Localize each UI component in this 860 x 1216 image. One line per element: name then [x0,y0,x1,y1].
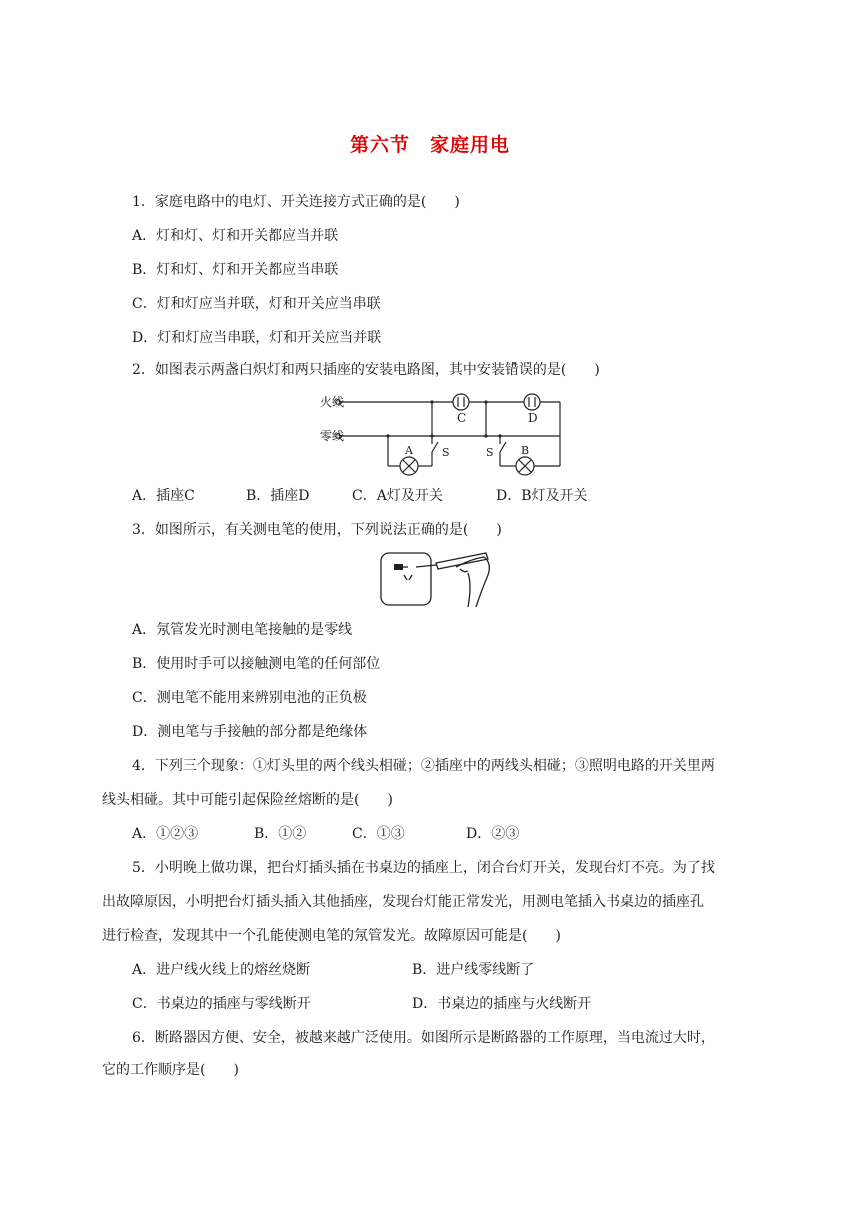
label-lamp-a: A [405,444,413,457]
q2-option-b: B．插座D [246,488,310,504]
title-section: 第六节 [349,134,410,156]
q3-option-a: A．氖管发光时测电笔接触的是零线 [132,622,353,638]
q2-circuit-diagram [320,386,580,476]
q4-option-b: B．①② [254,826,307,842]
label-live-wire: 火线 [320,395,345,409]
label-neutral-wire: 零线 [320,429,345,443]
q6-stem-line2: 它的工作顺序是( ) [102,1062,239,1078]
q1-option-d: D．灯和灯应当串联，灯和开关应当并联 [132,330,382,346]
q3-test-pen-figure [376,545,506,615]
q1-option-b: B．灯和灯、灯和开关都应当串联 [132,262,339,278]
q3-option-c: C．测电笔不能用来辨别电池的正负极 [132,690,367,706]
q2-stem-emph2: 误 [518,362,533,378]
q2-option-d: D．B灯及开关 [496,488,588,504]
page-title [0,130,860,157]
q4-stem-line2: 线头相碰。其中可能引起保险丝熔断的是( ) [102,792,393,808]
label-socket-c: C [457,411,467,425]
q4-option-c: C．①③ [352,826,405,842]
q4-option-d: D．②③ [466,826,520,842]
label-lamp-b: B [521,444,530,457]
q5-option-c: C．书桌边的插座与零线断开 [132,996,311,1012]
label-socket-d: D [528,411,538,425]
q1-stem: 1．家庭电路中的电灯、开关连接方式正确的是( ) [132,194,460,210]
q5-stem-line1: 5．小明晚上做功课，把台灯插头插在书桌边的插座上，闭合台灯开关，发现台灯不亮。为了找 [132,860,715,876]
title-topic: 家庭用电 [430,134,511,156]
q1-option-a: A．灯和灯、灯和开关都应当并联 [132,228,339,244]
q3-option-d: D．测电笔与手接触的部分都是绝缘体 [132,724,368,740]
label-switch-right: S [486,446,494,459]
q1-option-c: C．灯和灯应当并联，灯和开关应当串联 [132,296,381,312]
q6-stem-line1: 6．断路器因方便、安全，被越来越广泛使用。如图所示是断路器的工作原理，当电流过大时， [132,1030,715,1046]
q5-option-d: D．书桌边的插座与火线断开 [412,996,592,1012]
q2-option-c: C．A灯及开关 [352,488,443,504]
q2-stem-emph1: 错 [504,362,519,378]
q5-option-b: B．进户线零线断了 [412,962,535,978]
label-switch-left: S [442,446,450,459]
q2-stem-pre: 2．如图表示两盏白炽灯和两只插座的安装电路图，其中安装 [132,362,505,378]
q3-option-b: B．使用时手可以接触测电笔的任何部位 [132,656,381,672]
q5-stem-line3: 进行检查，发现其中一个孔能使测电笔的氖管发光。故障原因可能是( ) [102,928,561,944]
q3-stem: 3．如图所示，有关测电笔的使用，下列说法正确的是( ) [132,522,502,538]
q2-stem-post: 的是( ) [532,362,600,378]
q2-stem [132,360,600,380]
q4-stem-line1: 4．下列三个现象：①灯头里的两个线头相碰；②插座中的两线头相碰；③照明电路的开关里两 [132,758,715,774]
q2-option-a: A．插座C [132,488,195,504]
q5-option-a: A．进户线火线上的熔丝烧断 [132,962,311,978]
q4-option-a: A．①②③ [132,826,199,842]
q5-stem-line2: 出故障原因，小明把台灯插头插入其他插座，发现台灯能正常发光，用测电笔插入书桌边的插座孔 [102,894,704,910]
